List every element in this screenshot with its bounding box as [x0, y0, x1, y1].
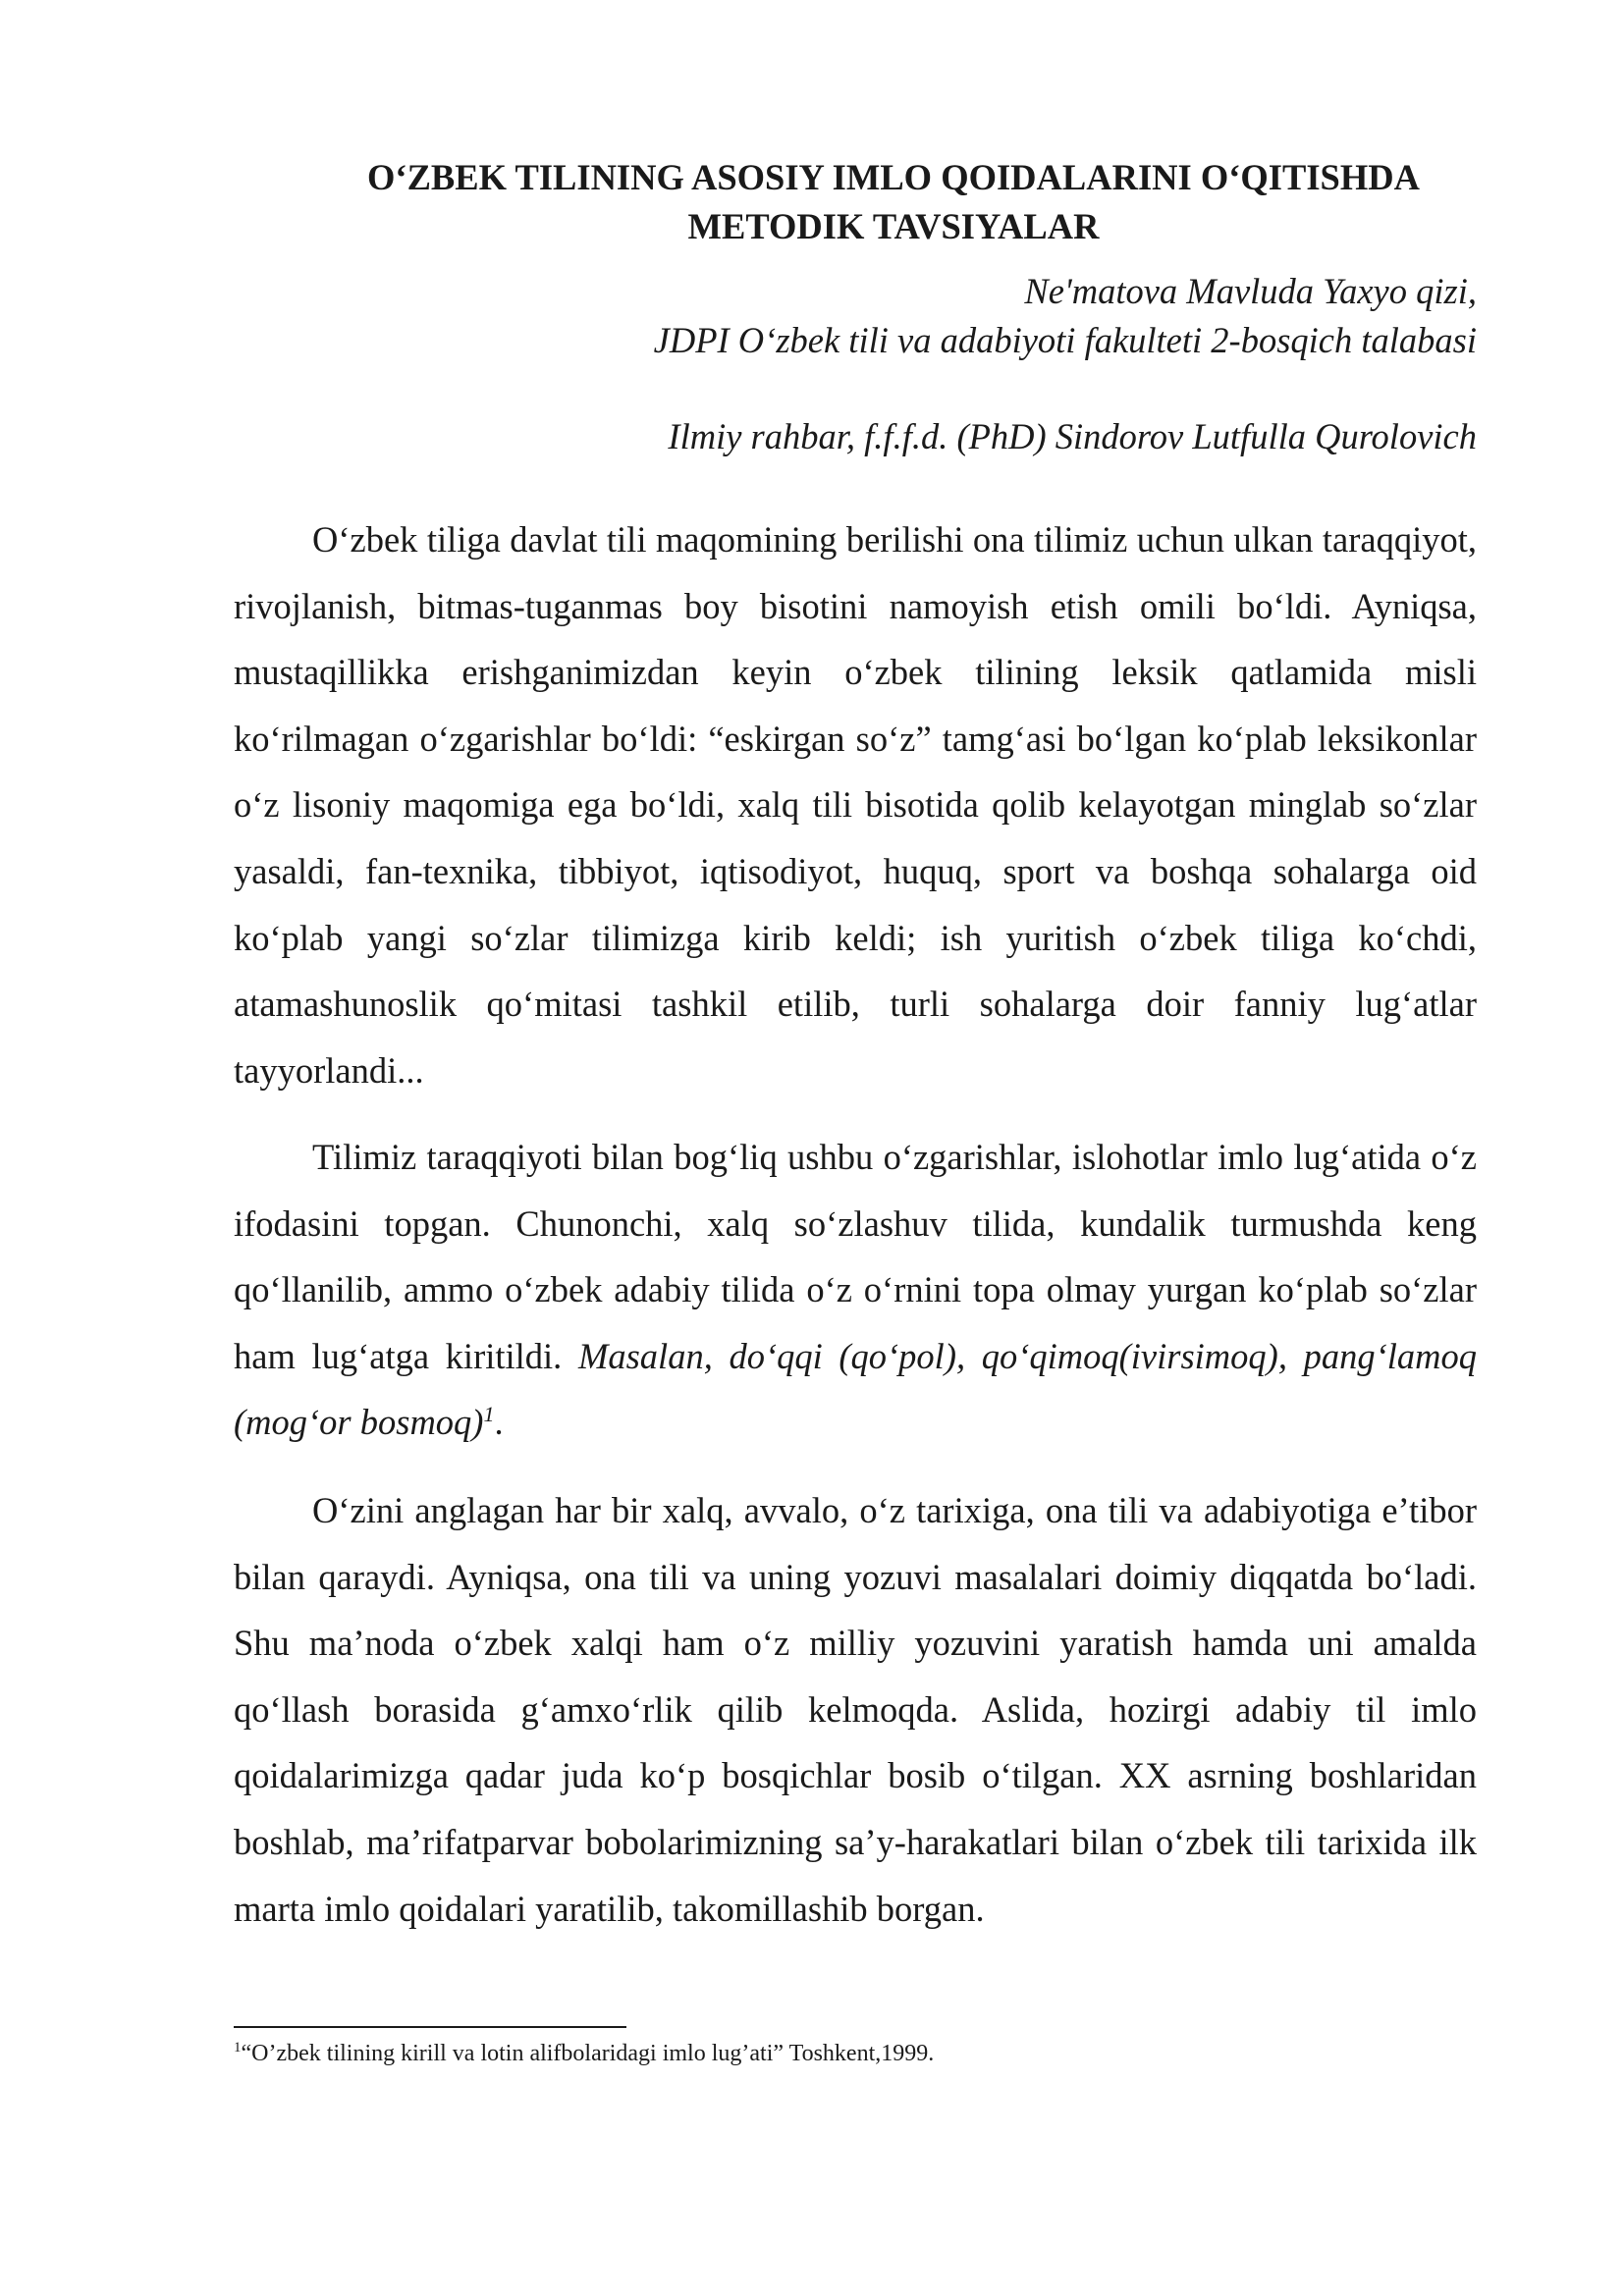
footnote — [234, 2037, 1477, 2070]
scientific-supervisor: Ilmiy rahbar, f.f.f.d. (PhD) Sindorov Lutfulla Qurolovich — [668, 416, 1477, 456]
author-name: Ne'matova Mavluda Yaxyo qizi, — [1024, 271, 1477, 311]
paragraph-2-text: Tilimiz taraqqiyoti bilan bog‘liq ushbu o‘zgarishlar, islohotlar imlo lug‘atida o‘z ifodasini topgan. Chunonchi, xalq so‘zlashuv tilida, kundalik turmushda keng qo‘llanilib, ammo o‘zbek adabiy tilida o‘z o‘rnini topa olmay yurgan ko‘plab so‘zlar ham lug‘atga kiritildi. — [234, 1137, 1477, 1376]
footnote-separator — [234, 2026, 626, 2028]
article-title-line-2: METODIK TAVSIYALAR — [687, 206, 1100, 246]
article-title — [236, 153, 1551, 251]
author-affiliation: JDPI O‘zbek tili va adabiyoti fakulteti 2-bosqich talabasi — [653, 320, 1477, 360]
footnote-mark: 1 — [234, 2040, 242, 2056]
paragraph-2-end: . — [494, 1402, 504, 1443]
article-title-line-1: O‘ZBEK TILINING ASOSIY IMLO QOIDALARINI O‘QITISHDA — [367, 157, 1420, 197]
body-paragraph-3: O‘zini anglagan har bir xalq, avvalo, o‘z tarixiga, ona tili va adabiyotiga e’tibor bilan qaraydi. Ayniqsa, ona tili va uning yozuvi masalalari doimiy diqqatda bo‘ladi. Shu ma’noda o‘zbek xalqi ham o‘z milliy yozuvini yaratish hamda uni amalda qo‘llash borasida g‘amxo‘rlik qilib kelmoqda. Aslida, hozirgi adabiy til imlo qoidalarimizga qadar juda ko‘p bosqichlar bosib o‘tilgan. XX asrning boshlaridan boshlab, ma’rifatparvar bobolarimizning sa’y-harakatlari bilan o‘zbek tili tarixida ilk marta imlo qoidalari yaratilib, takomillashib borgan. — [234, 1490, 1477, 1929]
paragraph-2-examples: Masalan, do‘qqi (qo‘pol), qo‘qimoq(ivirsimoq), pang‘lamoq (mog‘or bosmoq) — [234, 1335, 1477, 1443]
body-paragraph-2 — [234, 1124, 1477, 1456]
footnote-reference[interactable]: 1 — [483, 1402, 495, 1427]
body-paragraph-1: O‘zbek tiliga davlat tili maqomining berilishi ona tilimiz uchun ulkan taraqqiyot, rivojlanish, bitmas-tuganmas boy bisotini namoyish etish omili bo‘ldi. Ayniqsa, mustaqillikka erishganimizdan keyin o‘zbek tilining leksik qatlamida misli ko‘rilmagan o‘zgarishlar bo‘ldi: “eskirgan so‘z” tamg‘asi bo‘lgan ko‘plab leksikonlar o‘z lisoniy maqomiga ega bo‘ldi, xalq tili bisotida qolib kelayotgan minglab so‘zlar yasaldi, fan-texnika, tibbiyot, iqtisodiyot, huquq, sport va boshqa sohalarga oid ko‘plab yangi so‘zlar tilimizga kirib keldi; ish yuritish o‘zbek tiliga ko‘chdi, atamashunoslik qo‘mitasi tashkil etilib, turli sohalarga doir fanniy lug‘atlar tayyorlandi... — [234, 519, 1477, 1091]
footnote-text: “O’zbek tilining kirill va lotin alifbolaridagi imlo lug’ati” Toshkent,1999. — [241, 2041, 935, 2066]
